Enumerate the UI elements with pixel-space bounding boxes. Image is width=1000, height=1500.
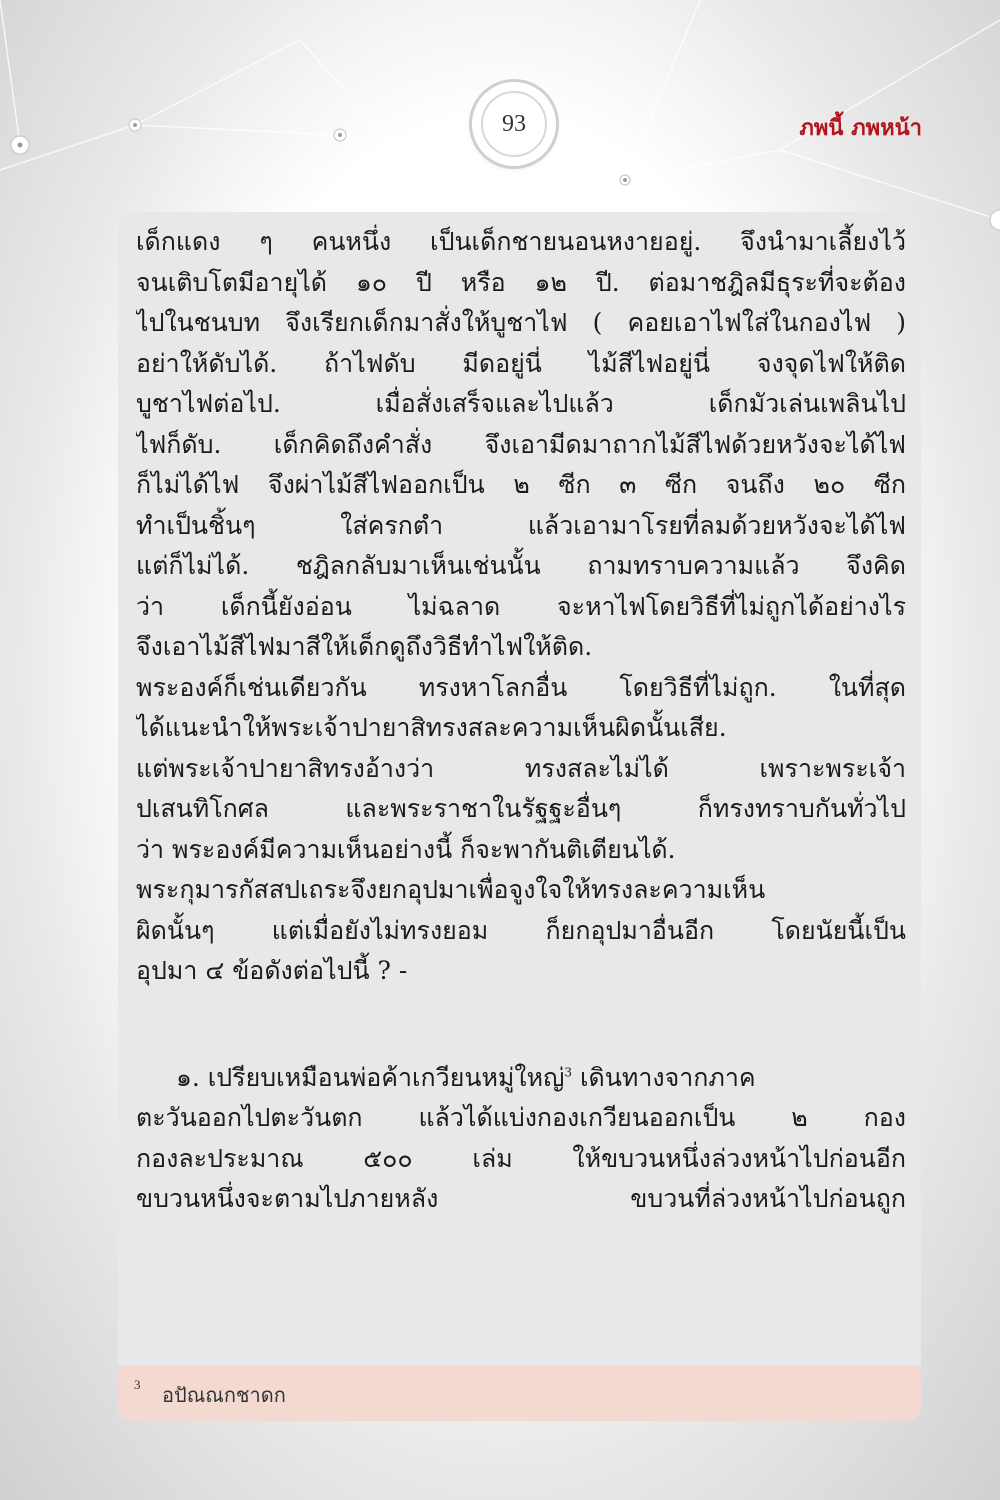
body-line: ผิดนั้นๆ แต่เมื่อยังไม่ทรงยอม ก็ยกอุปมาอื่นอีก โดยนัยนี้เป็น: [136, 915, 906, 945]
footnote-reference: 3: [564, 1065, 573, 1080]
footnote-text: อปัณณกชาดก: [162, 1383, 286, 1407]
paragraph-gap: [136, 992, 906, 1058]
body-line: พระกุมารกัสสปเถระจึงยกอุปมาเพื่อจูงใจให้ทรงละความเห็น: [136, 875, 766, 904]
body-line: อย่าให้ดับได้. ถ้าไฟดับ มีดอยู่นี่ ไม้สีไฟอยู่นี่ จงจุดไฟให้ติด: [136, 348, 906, 378]
body-line: จึงเอาไม้สีไฟมาสีให้เด็กดูถึงวิธีทำไฟให้ติด.: [136, 632, 593, 661]
body-line: ว่า พระองค์มีความเห็นอย่างนี้ ก็จะพากันติเตียนได้.: [136, 834, 676, 864]
paragraph-lead-tail: เดินทางจากภาค: [572, 1062, 756, 1092]
page-number-badge: [472, 82, 556, 166]
footnote-area: [118, 1365, 921, 1421]
body-text: [136, 222, 906, 1220]
body-line: ว่า เด็กนี้ยังอ่อน ไม่ฉลาด จะหาไฟโดยวิธีที่ไม่ถูกได้อย่างไร: [136, 591, 906, 621]
body-line: ขบวนหนึ่งจะตามไปภายหลัง ขบวนที่ล่วงหน้าไปก่อนถูก: [136, 1184, 906, 1213]
body-line: อุปมา ๔ ข้อดังต่อไปนี้ ? -: [136, 956, 408, 985]
body-line: แต่ก็ไม่ได้. ชฎิลกลับมาเห็นเช่นนั้น ถามทราบความแล้ว จึงคิด: [136, 551, 906, 580]
body-line: กองละประมาณ ๕๐๐ เล่ม ให้ขบวนหนึ่งล่วงหน้าไปก่อนอีก: [136, 1143, 906, 1173]
numbered-paragraph-first-line: [136, 1058, 906, 1099]
footnote-number: 3: [134, 1377, 141, 1392]
body-line: ทำเป็นชิ้นๆ ใส่ครกตำ แล้วเอามาโรยที่ลมด้วยหวังจะได้ไฟ: [136, 510, 906, 540]
body-line: ปเสนทิโกศล และพระราชาในรัฐฐะอื่นๆ ก็ทรงทราบกันทั่วไป: [136, 794, 906, 823]
paragraph-lead-text: ๑. เปรียบเหมือนพ่อค้าเกวียนหมู่ใหญ่: [176, 1062, 565, 1092]
body-line: เด็กแดง ๆ คนหนึ่ง เป็นเด็กชายนอนหงายอยู่. จึงนำมาเลี้ยงไว้: [136, 227, 906, 256]
body-line: แต่พระเจ้าปายาสิทรงอ้างว่า ทรงสละไม่ได้ เพราะพระเจ้า: [136, 753, 906, 783]
body-line: พระองค์ก็เช่นเดียวกัน ทรงหาโลกอื่น โดยวิธีที่ไม่ถูก. ในที่สุด: [136, 672, 906, 702]
body-line: บูชาไฟต่อไป. เมื่อสั่งเสร็จและไปแล้ว เด็กมัวเล่นเพลินไป: [136, 389, 906, 418]
content-box: [118, 212, 921, 1421]
body-line: ตะวันออกไปตะวันตก แล้วได้แบ่งกองเกวียนออกเป็น ๒ กอง: [136, 1103, 906, 1132]
body-line: ไฟก็ดับ. เด็กคิดถึงคำสั่ง จึงเอามีดมาถากไม้สีไฟด้วยหวังจะได้ไฟ: [136, 429, 906, 459]
body-line: ได้แนะนำให้พระเจ้าปายาสิทรงสละความเห็นผิดนั้นเสีย.: [136, 713, 727, 742]
body-line: จนเติบโตมีอายุได้ ๑๐ ปี หรือ ๑๒ ปี. ต่อมาชฎิลมีธุระที่จะต้อง: [136, 267, 906, 297]
body-line: ก็ไม่ได้ไฟ จึงผ่าไม้สีไฟออกเป็น ๒ ซีก ๓ ซีก จนถึง ๒๐ ซีก: [136, 470, 906, 499]
body-line: ไปในชนบท จึงเรียกเด็กมาสั่งให้บูชาไฟ ( คอยเอาไฟใส่ในกองไฟ ): [136, 308, 906, 337]
page-number: 93: [481, 91, 547, 157]
running-title: ภพนี้ ภพหน้า: [799, 115, 922, 141]
